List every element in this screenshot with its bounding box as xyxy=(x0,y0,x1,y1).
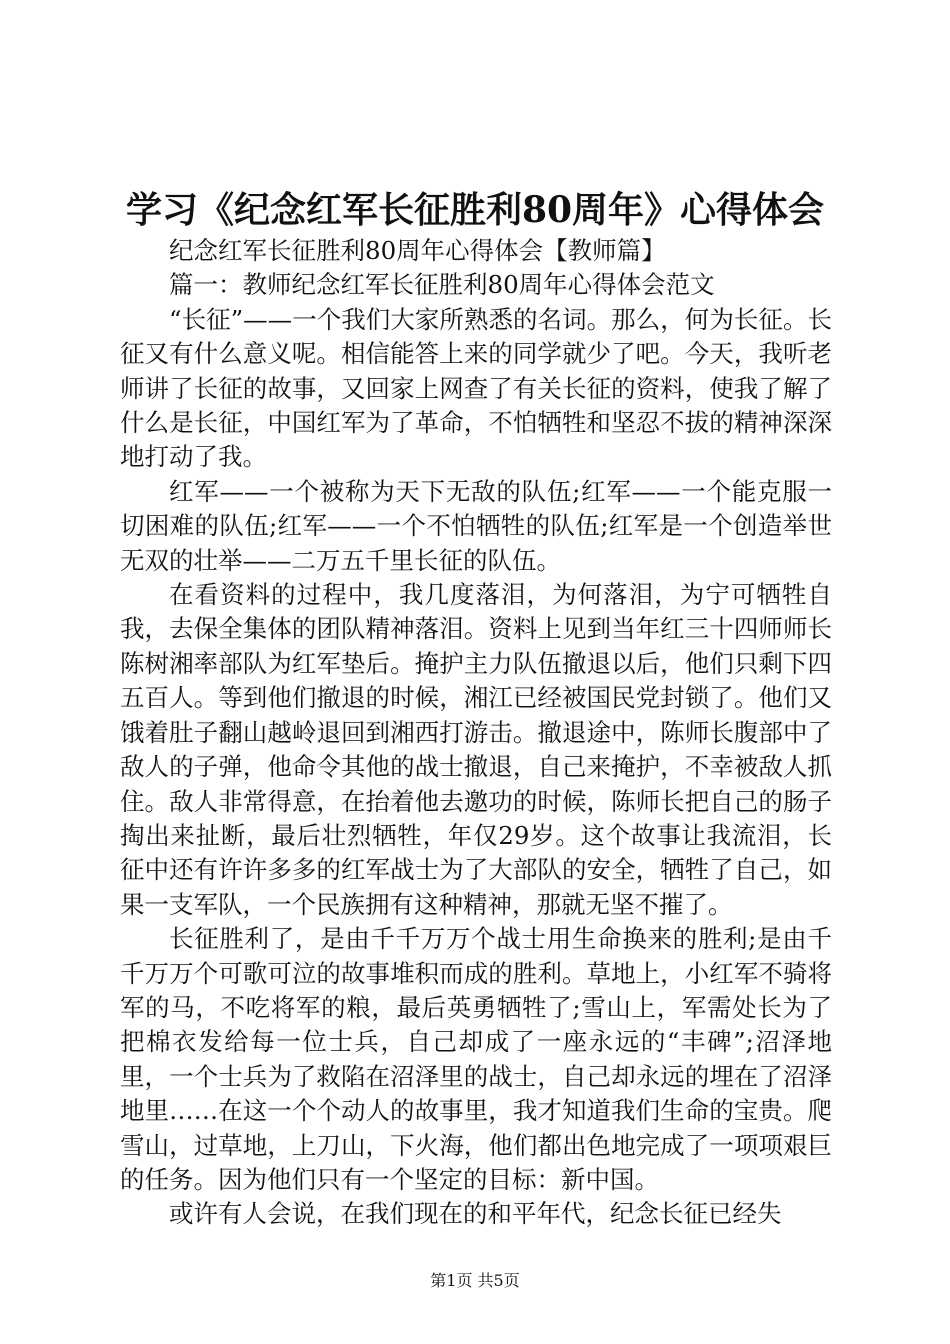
page-title: 学习《纪念红军长征胜利80周年》心得体会 xyxy=(125,189,825,231)
paragraph-5: 或许有人会说，在我们现在的和平年代，纪念长征已经失 xyxy=(169,1199,782,1229)
paragraph-2: 红军——一个被称为天下无敌的队伍;红军——一个能克服一切困难的队伍;红军——一个不怕牺牲的队伍;红军是一个创造举世无双的壮举——二万五千里长征的队伍。 xyxy=(120,476,832,575)
subheading-teacher: 纪念红军长征胜利80周年心得体会【教师篇】 xyxy=(169,236,666,265)
paragraph-3: 在看资料的过程中，我几度落泪，为何落泪，为宁可牺牲自我，去保全集体的团队精神落泪。资料上见到当年红三十四师师长陈树湘率部队为红军垫后。掩护主力队伍撤退以后，他们只剩下四五百人。等到他们撤退的时候，湘江已经被国民党封锁了。他们又饿着肚子翻山越岭退回到湘西打游击。撤退途中，陈师长腹部中了敌人的子弹，他命令其他的战士撤退，自己来掩护，不幸被敌人抓住。敌人非常得意，在抬着他去邀功的时候，陈师长把自己的肠子掏出来扯断，最后壮烈牺牲，年仅29岁。这个故事让我流泪，长征中还有许许多多的红军战士为了大部队的安全，牺牲了自己，如果一支军队，一个民族拥有这种精神，那就无坚不摧了。 xyxy=(120,580,832,919)
subheading-article-one: 篇一：教师纪念红军长征胜利80周年心得体会范文 xyxy=(169,270,715,300)
document-body xyxy=(120,234,832,1232)
paragraph-4: 长征胜利了，是由千千万万个战士用生命换来的胜利;是由千千万万个可歌可泣的故事堆积而成的胜利。草地上，小红军不骑将军的马，不吃将军的粮，最后英勇牺牲了;雪山上，军需处长为了把棉衣发给每一位士兵，自己却成了一座永远的“丰碑”;沼泽地里，一个士兵为了救陷在沼泽里的战士，自己却永远的埋在了沼泽地里……在这一个个动人的故事里，我才知道我们生命的宝贵。爬雪山，过草地，上刀山，下火海，他们都出色地完成了一项项艰巨的任务。因为他们只有一个坚定的目标：新中国。 xyxy=(120,924,832,1194)
page-footer: 第1页 共5页 xyxy=(430,1271,520,1290)
paragraph-1: “长征”——一个我们大家所熟悉的名词。那么，何为长征。长征又有什么意义呢。相信能答上来的同学就少了吧。今天，我听老师讲了长征的故事，又回家上网查了有关长征的资料，使我了解了什么是长征，中国红军为了革命，不怕牺牲和坚忍不拔的精神深深地打动了我。 xyxy=(120,304,832,472)
